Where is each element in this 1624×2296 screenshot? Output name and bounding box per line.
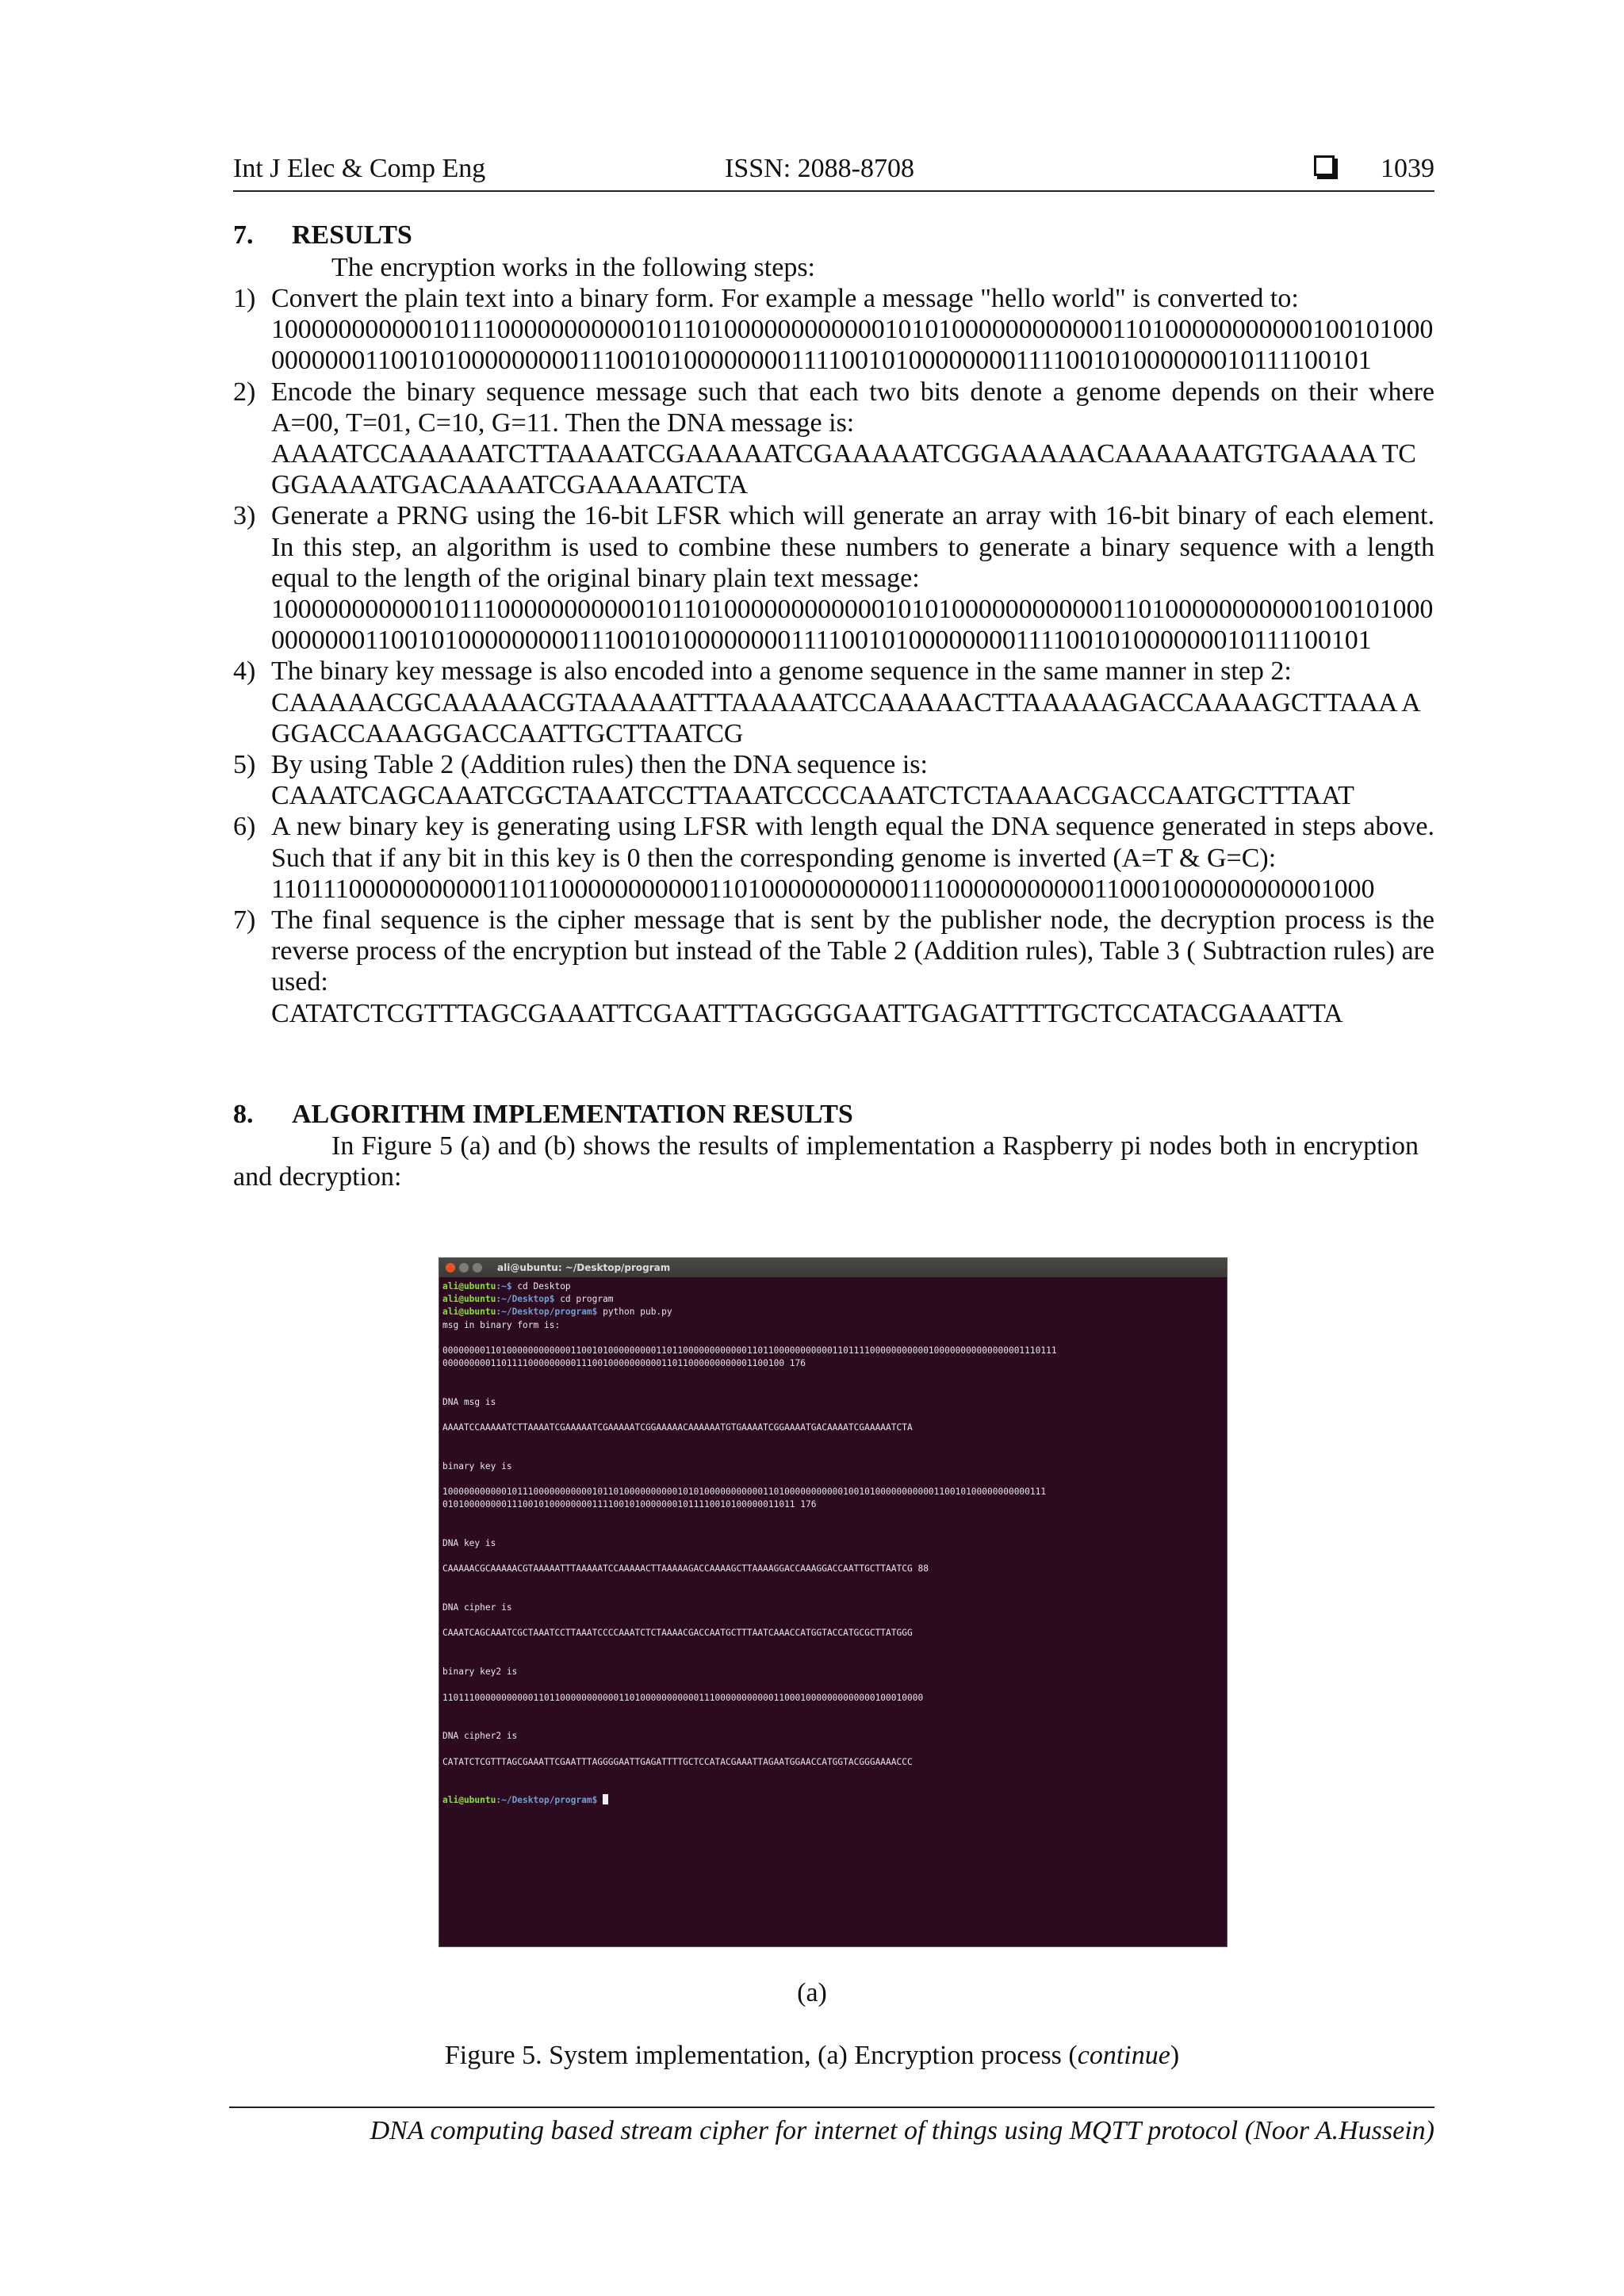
step-sequence: 100000000000101110000000000010110100000000000010101000000000000110100000000000100101000 00000001100101000000000111001010000000011110010100000000111100101000000010111100101	[271, 595, 1434, 656]
terminal-line	[442, 1383, 1227, 1396]
step-item	[233, 656, 1434, 749]
prompt-path: :~$	[496, 1281, 518, 1292]
command: cd program	[560, 1294, 614, 1305]
section-7-heading	[233, 220, 412, 251]
page-number-group	[1314, 154, 1434, 184]
terminal-line	[442, 1717, 1227, 1730]
step-number: 3)	[233, 501, 256, 531]
terminal-line: CATATCTCGTTTAGCGAAATTCGAATTTAGGGGAATTGAGATTTTGCTCCATACGAAATTAGAATGGAACCATGGTACGGGAAAACCC	[442, 1756, 913, 1767]
terminal-line	[442, 1293, 1227, 1306]
terminal-line: DNA cipher2 is	[442, 1731, 518, 1742]
step-number: 2)	[233, 377, 256, 407]
step-item	[233, 283, 1434, 377]
encryption-steps-list	[233, 283, 1434, 1029]
prompt-user: ali@ubuntu	[442, 1307, 496, 1318]
section-number: 7.	[233, 220, 254, 250]
terminal-line	[442, 1434, 1227, 1447]
prompt-path: :~/Desktop/program$	[496, 1795, 603, 1806]
subfigure-label: (a)	[797, 1978, 827, 2007]
close-icon[interactable]	[446, 1263, 455, 1272]
maximize-icon[interactable]	[473, 1263, 482, 1272]
step-number: 5)	[233, 750, 256, 780]
step-item	[233, 500, 1434, 656]
step-number: 6)	[233, 812, 256, 842]
prompt-user: ali@ubuntu	[442, 1795, 496, 1806]
terminal-title: ali@ubuntu: ~/Desktop/program	[497, 1262, 671, 1273]
terminal-line	[442, 1794, 1227, 1807]
terminal-line	[442, 1781, 1227, 1794]
command: cd Desktop	[517, 1281, 571, 1292]
terminal-line	[442, 1640, 1227, 1653]
terminal-line: AAAATCCAAAAATCTTAAAATCGAAAAATCGAAAAATCGGAAAAACAAAAAATGTGAAAATCGGAAAATGACAAAATCGAAAAATCTA	[442, 1422, 913, 1433]
terminal-line: 0000000011010000000000001100101000000000110110000000000001101100000000000110111100000000000100000000000000001110111	[442, 1345, 1057, 1357]
caption-italic: continue	[1077, 2041, 1170, 2070]
terminal-line	[442, 1512, 1227, 1525]
step-text: The final sequence is the cipher message that is sent by the publisher node, the decryption process is the reverse process of the encryption but instead of the Table 2 (Addition rules), Table 3 ( Subtraction rules) are used:	[271, 905, 1434, 997]
terminal-line	[442, 1332, 1227, 1345]
section-title: RESULTS	[292, 220, 412, 250]
step-item	[233, 811, 1434, 905]
step-sequence: 11011100000000000110110000000000011010000000000011100000000000110001000000000001000	[271, 874, 1375, 904]
step-text: The binary key message is also encoded into a genome sequence in the same manner in step 2:	[271, 656, 1292, 687]
step-item	[233, 377, 1434, 501]
terminal-line: msg in binary form is:	[442, 1319, 561, 1330]
step-text: By using Table 2 (Addition rules) then the DNA sequence is:	[271, 750, 928, 780]
terminal-line	[442, 1614, 1227, 1627]
terminal-line	[442, 1743, 1227, 1755]
terminal-line	[442, 1653, 1227, 1666]
terminal-line	[442, 1473, 1227, 1486]
terminal-line: 110111000000000001101100000000000110100000000000111000000000001100010000000000000100010000	[442, 1692, 924, 1703]
prompt-path: :~/Desktop$	[496, 1294, 561, 1305]
terminal-line: CAAAAACGCAAAAACGTAAAAATTTAAAAATCCAAAAACTTAAAAAGACCAAAAGCTTAAAAGGACCAAAGGACCAATTGCTTAATCG 88	[442, 1563, 929, 1575]
command: python pub.py	[603, 1307, 672, 1318]
terminal-line	[442, 1409, 1227, 1422]
cursor	[603, 1794, 608, 1804]
terminal-screenshot	[439, 1257, 1228, 1947]
step-item	[233, 749, 1434, 811]
prompt-path: :~/Desktop/program$	[496, 1307, 603, 1318]
section-8-heading	[233, 1100, 853, 1130]
terminal-line	[442, 1589, 1227, 1601]
section-number: 8.	[233, 1100, 254, 1129]
step-sequence: CATATCTCGTTTAGCGAAATTCGAATTTAGGGGAATTGAGATTTTGCTCCATACGAAATTA	[271, 998, 1343, 1028]
terminal-line	[442, 1550, 1227, 1563]
section-title: ALGORITHM IMPLEMENTATION RESULTS	[292, 1100, 853, 1129]
step-sequence: CAAATCAGCAAATCGCTAAATCCTTAAATCCCCAAATCTCTAAAACGACCAATGCTTTAAT	[271, 781, 1354, 811]
page-number: 1039	[1381, 154, 1434, 183]
step-text: Convert the plain text into a binary form. For example a message "hello world" is converted to:	[271, 284, 1299, 313]
terminal-titlebar	[439, 1258, 1227, 1277]
step-number: 7)	[233, 905, 256, 936]
caption-text: Figure 5. System implementation, (a) Encryption process (	[444, 2041, 1078, 2070]
caption-suffix: )	[1170, 2041, 1180, 2070]
square-bullet-icon	[1314, 155, 1335, 176]
prompt-user: ali@ubuntu	[442, 1294, 496, 1305]
terminal-line: binary key is	[442, 1460, 512, 1471]
terminal-line: CAAATCAGCAAATCGCTAAATCCTTAAATCCCCAAATCTCTAAAACGACCAATGCTTTAATCAAACCATGGTACCATGCGCTTATGGG	[442, 1628, 913, 1639]
step-item	[233, 905, 1434, 1029]
step-text: A new binary key is generating using LFSR with length equal the DNA sequence generated in steps above. Such that if any bit in this key is 0 then the corresponding genome is inverted (A=T & G=C):	[271, 812, 1434, 873]
terminal-line	[442, 1678, 1227, 1691]
issn: ISSN: 2088-8708	[725, 154, 914, 183]
terminal-line	[442, 1306, 1227, 1318]
terminal-line	[442, 1370, 1227, 1383]
terminal-line: DNA key is	[442, 1538, 496, 1549]
step-sequence: 100000000000101110000000000010110100000000000010101000000000000110100000000000100101000 00000001100101000000000111001010000000011110010100000000111100101000000010111100101	[271, 315, 1434, 376]
step-text: Generate a PRNG using the 16-bit LFSR which will generate an array with 16-bit binary of each element. In this step, an algorithm is used to combine these numbers to generate a binary sequence with a length equal to the length of the original binary plain text message:	[271, 501, 1434, 593]
step-sequence: CAAAAACGCAAAAACGTAAAAATTTAAAAATCCAAAAACTTAAAAAGACCAAAAGCTTAAA AGGACCAAAGGACCAATTGCTTAATCG	[271, 687, 1421, 748]
terminal-line: 010100000000111001010000000011110010100000001011110010100000011011 176	[442, 1499, 817, 1510]
terminal-line: binary key2 is	[442, 1667, 518, 1678]
terminal-line	[442, 1705, 1227, 1717]
terminal-line	[442, 1576, 1227, 1589]
prompt-user: ali@ubuntu	[442, 1281, 496, 1292]
running-header	[233, 154, 1434, 192]
terminal-line	[442, 1769, 1227, 1781]
terminal-line	[442, 1525, 1227, 1537]
step-number: 4)	[233, 656, 256, 687]
figure-caption	[0, 2041, 1624, 2071]
terminal-line	[442, 1448, 1227, 1460]
terminal-line: 10000000000010111000000000001011010000000000101010000000000011010000000000010010100000000000110010100000000000111	[442, 1487, 1047, 1498]
step-number: 1)	[233, 284, 256, 313]
terminal-line: 0000000001101111000000000111001000000000011011000000000001100100 176	[442, 1358, 806, 1369]
running-footer: DNA computing based stream cipher for internet of things using MQTT protocol (Noor A.Hussein)	[229, 2107, 1434, 2146]
step-sequence: AAAATCCAAAAATCTTAAAATCGAAAAATCGAAAAATCGGAAAAACAAAAAATGTGAAAA TCGGAAAATGACAAAATCGAAAAATCTA	[271, 439, 1416, 500]
step-text: Encode the binary sequence message such that each two bits denote a genome depends on their where A=00, T=01, C=10, G=11. Then the DNA message is:	[271, 377, 1434, 438]
terminal-output[interactable]	[439, 1277, 1227, 1807]
journal-name: Int J Elec & Comp Eng	[233, 154, 486, 183]
section-7-intro: The encryption works in the following steps:	[331, 253, 816, 282]
terminal-line: DNA msg is	[442, 1396, 496, 1407]
terminal-line	[442, 1280, 1227, 1293]
terminal-line: DNA cipher is	[442, 1602, 512, 1613]
minimize-icon[interactable]	[459, 1263, 469, 1272]
section-8-paragraph: In Figure 5 (a) and (b) shows the results of implementation a Raspberry pi nodes both in encryption and decryption:	[233, 1131, 1419, 1192]
